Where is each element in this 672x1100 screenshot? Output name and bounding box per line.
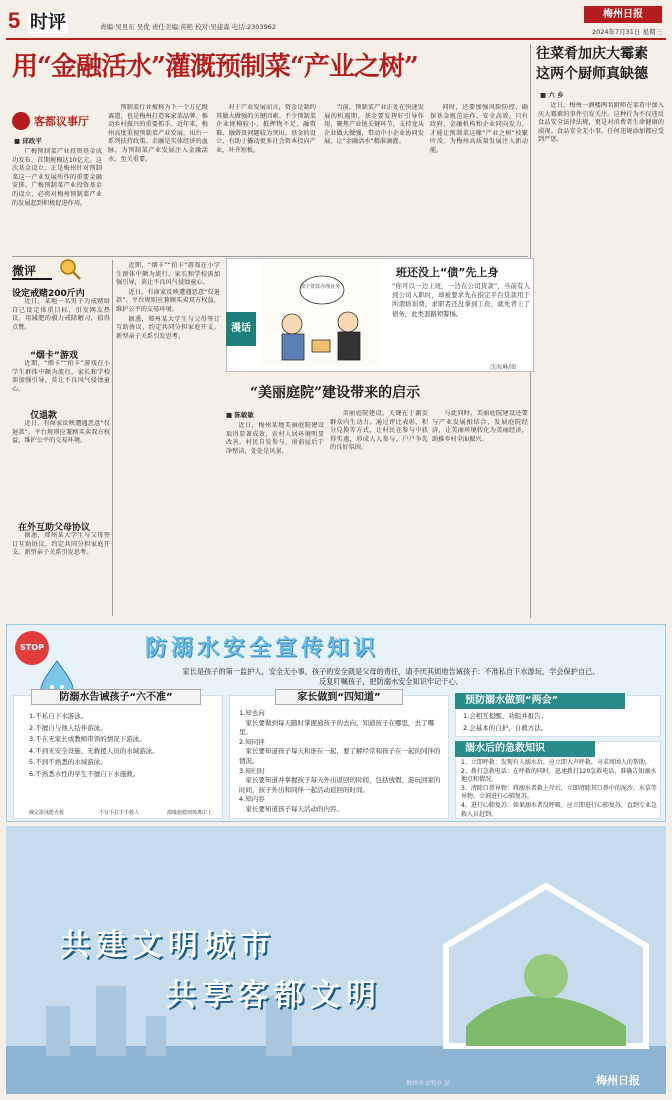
cartoon-bubble-text: 加个贷款办理业务 bbox=[300, 284, 341, 290]
stop-sign-icon: STOP bbox=[15, 631, 49, 665]
article-col-4: 当前，预制菜产业正处在快速发展的机遇期。基金要发挥好引导作用，聚焦产业链关键环节，支持龙头企业做大做强，带动中小企业协同发展，让“金融活水”精准滴灌。 bbox=[324, 104, 424, 146]
side-article-body: 近日，梅州一酒楼两名厨师在菜肴中加入庆大霉素的事件引发关注。这种行为不仅违反食品安全法律法规，更是对消费者生命健康的漠视。食品安全无小事，任何违规添加都应受到严惩。 bbox=[538, 102, 664, 144]
weiping-item2-title: “烟卡”游戏 bbox=[30, 351, 78, 361]
paper-logo: 梅州日报 bbox=[584, 6, 662, 23]
caption-1: 确定游泳能否救 bbox=[29, 810, 65, 816]
cartoon-tag: 漫话 bbox=[226, 312, 256, 346]
side-headline: 往菜肴加庆大霉素 这两个厨师真缺德 bbox=[536, 46, 648, 82]
civic-banner bbox=[6, 826, 666, 1094]
issue-date: 2024年7月31日 星期三 bbox=[591, 28, 662, 36]
page-number: 5 bbox=[8, 8, 21, 33]
cartoon-author: 沈海琳/图 bbox=[490, 364, 517, 371]
article-col-3: 对于产业发展而言，资金是制约其做大做强的关键因素。不少预制菜企业规模较小、抵押物不足，融资难、融资贵问题较为突出。基金的设立，有助于撬动更多社会资本投向产业，补齐短板。 bbox=[216, 104, 316, 154]
section-divider bbox=[12, 256, 528, 257]
main-headline: 用“金融活水”灌溉预制菜“产业之树” bbox=[12, 52, 418, 82]
article-lead: 广梅预制菜产业投资基金成功发布，首期规模达10亿元。这次基金设立，正是梅州针对预制菜这一产业发展所作的重要金融安排。广梅预制菜产业投资基金的设立，必将对梅州预制菜产业的发展起到积极促进作用。 bbox=[12, 148, 102, 207]
civic-logo: 梅州日报 bbox=[596, 1074, 640, 1087]
article-author: ■ 邱政平 bbox=[14, 137, 42, 145]
two-abilities-list: 1.会相互提醒、劝阻并报告； 2.会基本的自护、自救方法。 bbox=[463, 712, 548, 732]
six-rules-title: 防溺水告诫孩子“六不准” bbox=[31, 689, 201, 705]
cartoon-illustration bbox=[262, 262, 380, 366]
cartoon-text: “你可以一边上班，一边在公司贷款”，当前有人到公司入职时，却被要求先在指定平台贷款用于所谓培训费。求职者还没拿到工资，就先背上了债务，此类套路须警惕。 bbox=[392, 282, 530, 318]
weiping-continuation: 近期，“烟卡”“拍卡”游戏在小学生群体中颇为流行。家长和学校需加强引导，莫让不良风气侵蚀童心。 近日，有商家反映遭遇恶意“仅退款”。平台规则应兼顾买卖双方权益，维护公平的交易环境。 据悉，郑州某大学生与父母签订互助协议，约定共同分担家庭开支。新型亲子关系引发思考。 bbox=[116, 262, 220, 340]
article2-title: “美丽庭院”建设带来的启示 bbox=[250, 385, 421, 401]
article2-col-1: 近日，梅州某地美丽庭院建设取得显著成效，农村人居环境明显改善。村民自发参与，房前屋后干净整洁，处处是风景。 bbox=[226, 422, 324, 455]
article-col-5: 同时，还要加强风险防控，确保基金规范运作、安全高效。只有政府、金融机构和企业同向发力，才能让预制菜这棵“产业之树”枝繁叶茂，为梅州高质量发展注入新动能。 bbox=[430, 104, 528, 154]
water-safety-banner bbox=[6, 624, 666, 822]
first-aid-list: 1、立即呼救：发现有人溺水后，应立即大声呼救，寻求周围人的帮助。 2、拨打急救电话：在呼救的同时，迅速拨打120急救电话，准确告知溺水地点和情况。 3、清除口鼻异物：将溺水者救上岸后，立即清除其口鼻中的泥沙、水草等异物，立刻进行心肺复苏。 4、进行心肺复苏：如果溺水者没呼吸、应立即进行心肺复苏，直到专业急救人员赶到。 bbox=[461, 759, 657, 818]
safety-title: 防溺水安全宣传知识 bbox=[145, 635, 380, 661]
weiping-item2-text: 近期，“烟卡”“拍卡”游戏在小学生群体中颇为流行。家长和学校需加强引导，莫让不良风气侵蚀童心。 bbox=[12, 360, 110, 393]
safety-subtitle: 家长是孩子的第一监护人，安全无小事，孩子的安全就是父母的责任，请不厌其烦地告诫孩子：不准私自下水游玩，学会保护自己。反复叮嘱孩子，把防溺水安全知识牢记于心。 bbox=[182, 667, 600, 686]
four-knows-list: 1.知去向 家长要做到每天随时掌握通孩子的去向，知道孩子在哪里，去了哪里。 2.知同伴 家长要知道孩子每天和谁在一起，要了解经常和孩子在一起的同伴的情况。 3.知归时 家长要知道并掌握孩子每天外出返回的时间，包括放假、游玩回家的时间，孩子外出和同伴一起活动返回的时间。 4.知内容 家长要知道孩子每天活动的内容。 bbox=[239, 709, 441, 813]
weiping-item1-text: 近日，某地一名男子为戒赌给自己设定体重目标，引发网友热议。用减肥的毅力戒除陋习，值得点赞。 bbox=[12, 298, 110, 331]
weiping-item1-title: 设定戒赌200斤内 bbox=[12, 289, 85, 299]
column-tag: 客都议事厅 bbox=[12, 112, 102, 130]
caption-3: 溺缘施救则掉离岸上 bbox=[167, 810, 213, 816]
civic-credit: 梅州市文明办 宣 bbox=[406, 1080, 450, 1087]
article-col-2: 预制菜行业被称为下一个万亿级赛道，也是梅州打造客家菜品牌、推动乡村振兴的重要抓手。近年来，梅州高度重视预制菜产业发展，出台一系列扶持政策。金融是实体经济的血脉，为预制菜产业发展注入金融活水，至关重要。 bbox=[108, 104, 208, 163]
cartoon-title: 班还没上“债”先上身 bbox=[396, 266, 499, 279]
weiping-item3-title: 仅退款 bbox=[30, 411, 58, 421]
weiping-item4-title: 在外互助父母协议 bbox=[18, 523, 91, 533]
six-rules-list: 1.不私自下水游泳。 2.不擅自与他人结伴游泳。 3.不在无家长或教师带领的情况下游泳。 4.不到无安全设施、无救援人员的水域游泳。 5.不到不熟悉的水域游泳。 6.不熟悉水性的学生不擅自下水施救。 bbox=[29, 712, 159, 778]
article2-author: ■ 陈敏敏 bbox=[226, 411, 254, 419]
side-author: ■ 六 乡 bbox=[540, 91, 564, 99]
magnifier-icon bbox=[58, 258, 82, 280]
weiping-item3-text: 近日，有商家反映遭遇恶意“仅退款”。平台规则应兼顾买卖双方权益，维护公平的交易环境。 bbox=[12, 420, 110, 445]
caption-2: 不宜手拉手手救人 bbox=[99, 810, 140, 816]
column-icon bbox=[12, 112, 30, 130]
weiping-item4-text: 据悉，郑州某大学生与父母签订互助协议，约定共同分担家庭开支。新型亲子关系引发思考。 bbox=[12, 532, 110, 557]
civic-slogan-2: 共享客都文明 bbox=[166, 978, 382, 1013]
masthead bbox=[6, 4, 666, 40]
weiping-tag: 微评 bbox=[12, 262, 52, 280]
two-abilities-title: 预防溺水做到“两会” bbox=[455, 693, 625, 709]
civic-slogan-1: 共建文明城市 bbox=[60, 928, 276, 963]
article2-col-3: 与此同时，美丽庭院建设还要与产业发展相结合，发展庭院经济，让美丽环境转化为美丽经济，助推乡村全面振兴。 bbox=[432, 410, 528, 443]
first-aid-title: 溺水后的急救知识 bbox=[455, 741, 595, 757]
four-knows-title: 家长做到“四知道” bbox=[275, 689, 403, 705]
editor-credits: 责编:吴昱东 吴优 责任美编:黄艳 校对:吴建森 电话:2303962 bbox=[100, 23, 276, 31]
article2-col-2: 美丽庭院建设，关键在于激发群众内生动力。通过评比表彰、积分兑换等方式，让村民在参与中获得实惠，形成人人参与、户户争先的良好氛围。 bbox=[330, 410, 428, 452]
section-name: 时评 bbox=[30, 12, 66, 33]
column-divider bbox=[112, 260, 113, 616]
